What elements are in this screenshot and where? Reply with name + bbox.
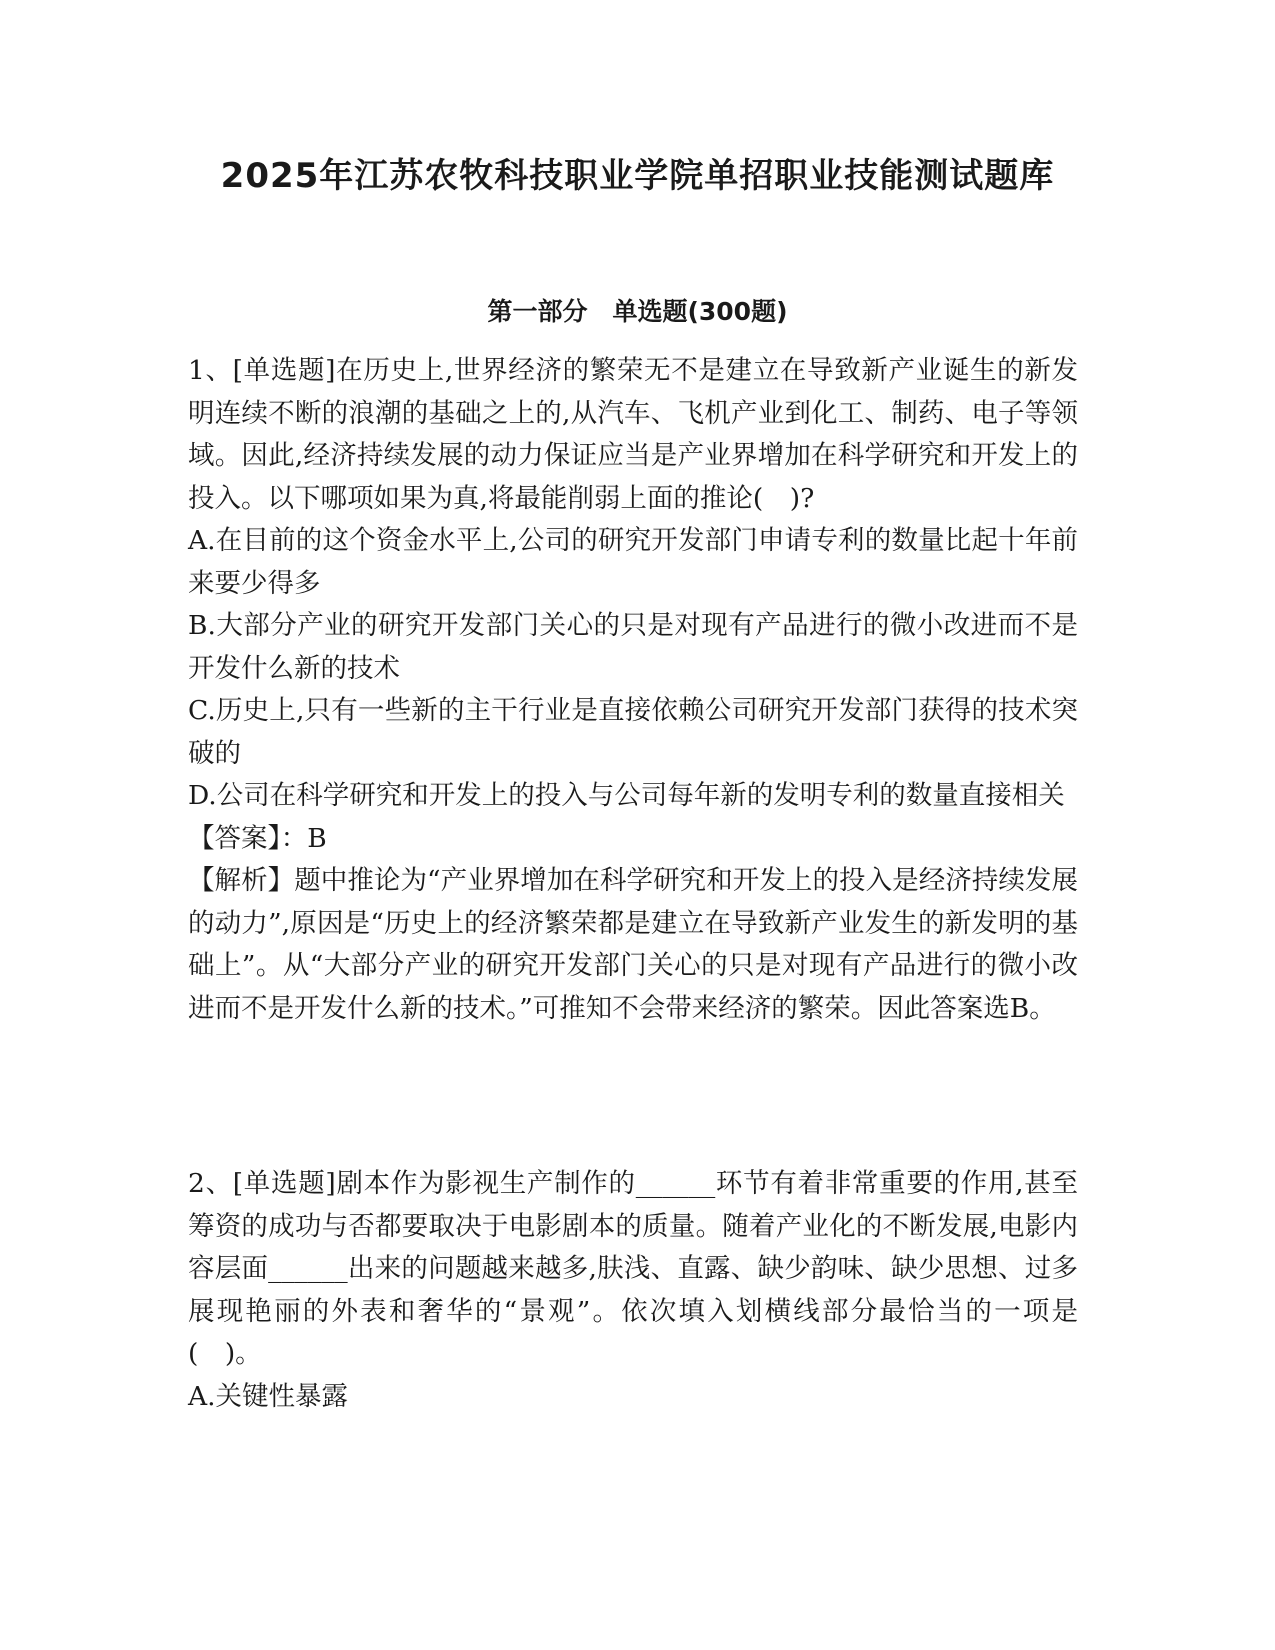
question-block bbox=[188, 350, 1078, 1030]
option-d: D.公司在科学研究和开发上的投入与公司每年新的发明专利的数量直接相关 bbox=[188, 780, 1065, 811]
option-b: B.大部分产业的研究开发部门关心的只是对现有产品进行的微小改进而不是开发什么新的技术 bbox=[188, 610, 1078, 684]
option-a: A.关键性暴露 bbox=[188, 1380, 349, 1412]
question-block bbox=[188, 1163, 1078, 1418]
answer: 【答案】：B bbox=[188, 822, 327, 854]
question-stem: 1、[单选题]在历史上,世界经济的繁荣无不是建立在导致新产业诞生的新发明连续不断的浪潮的基础之上的,从汽车、飞机产业到化工、制药、电子等领域。因此,经济持续发展的动力保证应当是产业界增加在科学研究和开发上的投入。以下哪项如果为真,将最能削弱上面的推论( )? bbox=[188, 355, 1078, 514]
document-title: 2025年江苏农牧科技职业学院单招职业技能测试题库 bbox=[220, 156, 1055, 196]
option-a: A.在目前的这个资金水平上,公司的研究开发部门申请专利的数量比起十年前来要少得多 bbox=[188, 525, 1078, 599]
option-c: C.历史上,只有一些新的主干行业是直接依赖公司研究开发部门获得的技术突破的 bbox=[188, 695, 1078, 769]
analysis: 【解析】题中推论为“产业界增加在科学研究和开发上的投入是经济持续发展的动力”,原因是“历史上的经济繁荣都是建立在导致新产业发生的新发明的基础上”。从“大部分产业的研究开发部门关心的只是对现有产品进行的微小改进而不是开发什么新的技术。”可推知不会带来经济的繁荣。因此答案选B。 bbox=[188, 865, 1078, 1024]
section-heading: 第一部分 单选题(300题) bbox=[487, 297, 788, 326]
question-stem: 2、[单选题]剧本作为影视生产制作的______环节有着非常重要的作用,甚至筹资的成功与否都要取决于电影剧本的质量。随着产业化的不断发展,电影内容层面______出来的问题越来越多,肤浅、直露、缺少韵味、缺少思想、过多展现艳丽的外表和奢华的“景观”。依次填入划横线部分最恰当的一项是( )。 bbox=[188, 1168, 1078, 1369]
